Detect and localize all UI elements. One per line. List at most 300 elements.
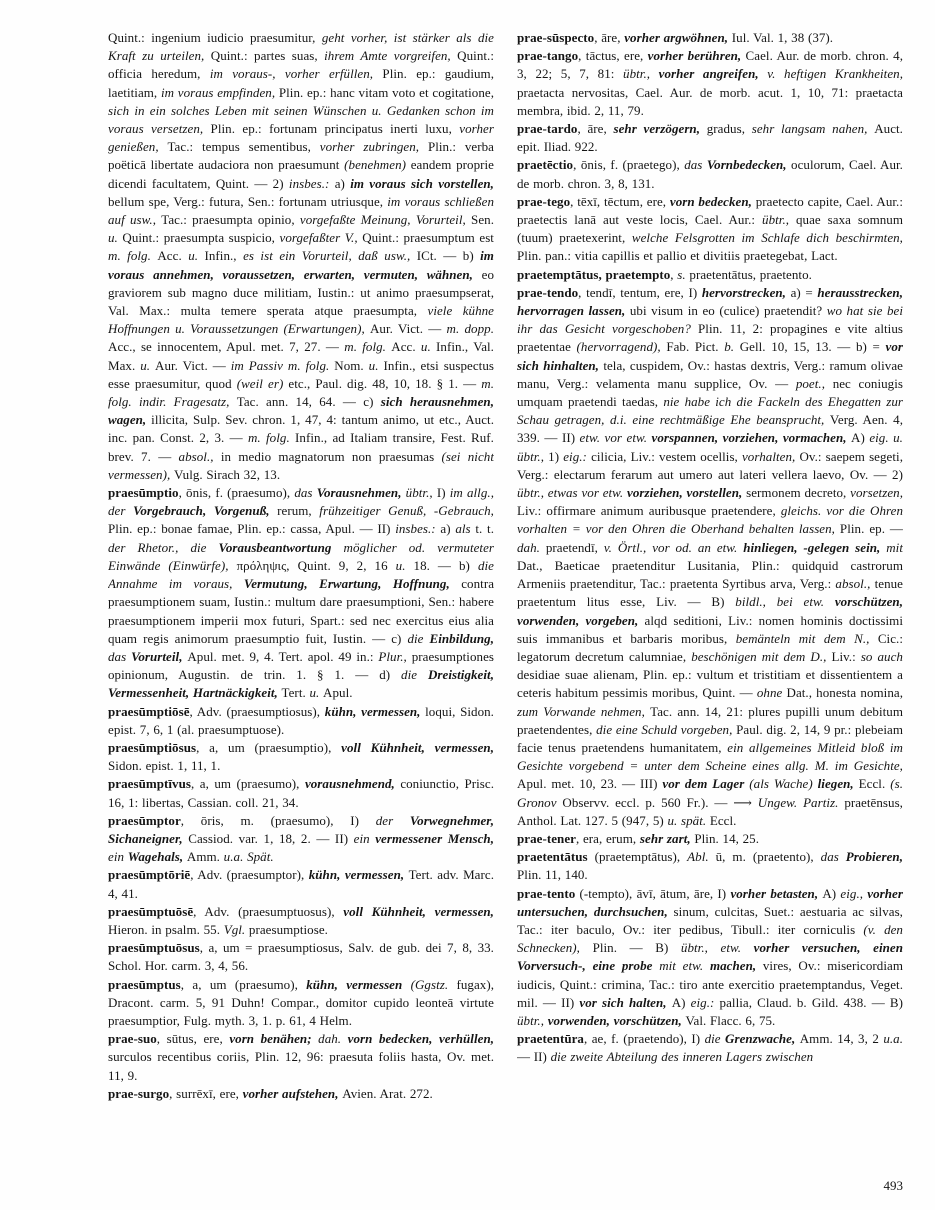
dictionary-entry xyxy=(517,156,903,192)
entry-text: Dreistigkeit, Vermessenheit, Hartnäckigkeit, xyxy=(108,667,494,701)
entry-text: das xyxy=(294,485,317,501)
entry-text: , āre, xyxy=(594,30,625,45)
entry-headword: praesūmptīvus xyxy=(108,776,191,792)
entry-text: eandem proprie dicendi facultatem, Quint. — 2) xyxy=(108,157,494,191)
entry-text: übtr., xyxy=(623,66,659,82)
entry-text: Grenzwache, xyxy=(725,1031,800,1047)
entry-text: (als Wache) xyxy=(749,776,818,792)
entry-text: contra praesumptionem suam, Iustin.: multum dare praesumptioni, Sen.: habere praesumptionem imperii mox futuri, Spart.: sed nec exercitus eius alia quam regis animorum praesumptio fuit, Iustin. — c) xyxy=(108,576,494,646)
entry-text: v. Örtl., vor od. an etw. xyxy=(603,539,744,555)
entry-headword: prae-surgo xyxy=(108,1085,170,1101)
entry-text: quae saxa somnum (tuum) praetexerint, xyxy=(517,212,903,246)
entry-text: pallia, Claud. b. Gild. 438. — B) xyxy=(719,994,903,1010)
entry-text: ubi visum in eo (culice) praetendit? xyxy=(629,303,827,319)
entry-text: Acc., se innocentem, Apul. met. 7, 27. — xyxy=(108,339,345,355)
entry-headword: praesūmptuōsus xyxy=(108,940,200,956)
entry-text: Plin. — B) xyxy=(592,940,681,956)
text-column-right xyxy=(517,29,903,1171)
entry-text: eig.: xyxy=(690,994,720,1010)
dictionary-entry xyxy=(517,848,903,884)
entry-text: Aur. Vict. — xyxy=(369,321,447,337)
entry-text: m. folg. indir. Fragesatz, xyxy=(108,375,494,410)
entry-text: die xyxy=(704,1031,726,1047)
dictionary-entry xyxy=(517,830,903,848)
entry-text: Hieron. in psalm. 55. xyxy=(108,921,224,937)
entry-text: oculorum, Cael. Aur. de morb. chron. 3, 8, 131. xyxy=(517,157,903,191)
entry-text: Paul. dig. 2, 14, 9 pr.: plebeiam facie tenus praetendens humanitatem, xyxy=(517,721,903,755)
entry-text: , surrēxī, ere, xyxy=(169,1085,243,1101)
entry-text: vorher aufstehen, xyxy=(242,1085,343,1101)
entry-text: ein xyxy=(353,830,376,846)
entry-headword: prae-tener xyxy=(517,830,576,846)
entry-text: Apul. xyxy=(323,685,353,701)
entry-text: Plin. ep.: fortunam principatus inerti luxu, xyxy=(210,121,460,137)
entry-text: mit etw. xyxy=(659,958,710,974)
entry-text: a) xyxy=(440,521,456,537)
entry-text: , ōris, m. (praesumo), I) xyxy=(180,812,376,828)
entry-text: vorziehen, vorstellen, xyxy=(627,485,747,501)
entry-text: geht vorher, ist stärker als die Kraft zu urteilen, xyxy=(108,30,494,64)
entry-text: möglicher od. vermuteter Einwände (Einwürfe), xyxy=(108,539,494,573)
entry-headword: praesūmptuōsē xyxy=(108,903,194,919)
entry-text: surculos recentibus coriis, Plin. 12, 96: praesuta foliis hasta, Ov. met. 11, 9. xyxy=(108,1049,494,1083)
entry-text: ICt. — b) xyxy=(416,248,481,264)
entry-text: bemänteln mit dem N., xyxy=(735,630,878,646)
entry-headword: prae-tego xyxy=(517,193,571,209)
entry-text: bellum spe, Verg.: futura, Sen.: fortunam utriusque, xyxy=(108,193,388,209)
dictionary-entry xyxy=(517,29,903,47)
entry-text: gleichs. vor die Ohren vorhalten = vor den Ohren die Oberhand behalten lassen, xyxy=(517,503,903,537)
entry-text: Dat., Baeticae praetenditur Lusitania, Plin.: quidquid castrorum Armeniis praetenditur, Tac.: praetenta Syrtibus arva, Verg.: xyxy=(517,557,903,592)
dictionary-entry xyxy=(108,812,494,867)
entry-text: vor sich halten, xyxy=(579,994,672,1010)
entry-text: die eine Schuld vorgeben, xyxy=(596,721,737,737)
entry-text: (benehmen) xyxy=(344,157,411,173)
entry-text: die Annahme im voraus, xyxy=(108,557,494,592)
entry-text: , sūtus, ere, xyxy=(156,1031,230,1047)
entry-text: Plin.: verba poëticā libertate audaciora non praesumunt xyxy=(108,139,494,173)
entry-text: liegen, xyxy=(817,776,859,792)
entry-text: ihrem Amte vorgreifen, xyxy=(324,48,458,64)
dictionary-entry xyxy=(108,976,494,1031)
entry-text: eig. u. übtr., xyxy=(517,430,903,464)
entry-headword: praesūmptus xyxy=(108,976,181,992)
entry-text: vires, Ov.: misericordiam iudicis, Quint.: crimina, Tac.: tiro ante exercitio praetemptandus, Veget. mil. — II) xyxy=(517,958,903,1010)
entry-text: Cael. Aur. de morb. chron. 4, 3, 22; 5, 7, 81: xyxy=(517,48,903,82)
entry-text: 18. — b) xyxy=(413,557,478,573)
entry-headword: prae-tento xyxy=(517,885,576,901)
entry-headword: praetemptātus, praetempto xyxy=(517,266,671,282)
entry-text: eig., xyxy=(840,885,868,901)
entry-text: , Adv. (praesumptuosus), xyxy=(193,903,344,919)
entry-text: Ov.: saepem segeti, Verg.: electarum ferarum aut umero aut lateri vellera laevo, Ov. — 2) xyxy=(517,448,903,482)
dictionary-entry xyxy=(108,775,494,811)
entry-text: nie habe ich die Fackeln des Ehegatten zur Schau getragen, d.i. eine rechtmäßige Ehe beansprucht, xyxy=(517,394,903,428)
dictionary-entry xyxy=(108,903,494,939)
entry-text: im voraus empfinden, xyxy=(160,84,279,100)
entry-text: , ōnis, f. (praesumo), xyxy=(178,485,295,501)
entry-text: vorher versuchen, einen Vorversuch-, eine probe xyxy=(517,940,903,974)
entry-text: , āre, xyxy=(577,121,614,137)
entry-text: das xyxy=(684,157,707,173)
entry-text: praesumptiones opinionum, Augustin. de trin. 1. § 1. — d) xyxy=(108,648,494,683)
entry-text: praetēnsus, Anthol. Lat. 127. 5 (947, 5) xyxy=(517,794,903,828)
entry-text: Apul. met. 10, 23. — III) xyxy=(517,776,663,792)
entry-text: u.a. xyxy=(883,1031,903,1047)
entry-text: , xyxy=(670,266,678,282)
entry-headword: praesūmptor xyxy=(108,812,181,828)
entry-text: u. xyxy=(395,557,414,573)
entry-text: vorn bedecken, xyxy=(669,193,756,209)
entry-text: die xyxy=(407,630,430,646)
entry-text: t. t. xyxy=(475,521,494,537)
entry-text: sehr verzögern, xyxy=(613,121,707,137)
entry-text: wo hat sie bei ihr das Gesicht vorgeschoben? xyxy=(517,303,903,337)
entry-text: vorher berühren, xyxy=(647,48,746,64)
dictionary-entry xyxy=(517,266,903,284)
entry-text: u.a. Spät. xyxy=(223,849,274,865)
entry-text: Dat., honesta nomina, xyxy=(786,685,903,701)
entry-text: die zweite Abteilung des inneren Lagers zwischen xyxy=(550,1049,814,1065)
entry-text: (Ggstz. xyxy=(410,976,457,992)
entry-text: sinum, culcitas, Suet.: aestuaria ac silvas, Tac.: iter baculo, Ov.: iter pedibus, Tibull.: iter corniculis xyxy=(517,903,903,937)
entry-text: eo graviorem sub magno duce militiam, Iustin.: ut animo praesumpserat, Val. Max.: multa temere sperata atque praesumpta, xyxy=(108,266,494,319)
entry-text: im voraus sich vorstellen, xyxy=(350,175,494,191)
entry-text: Vorwegnehmer, Sichaneigner, xyxy=(108,812,494,846)
entry-text: dah. xyxy=(318,1031,348,1047)
entry-headword: prae-tango xyxy=(517,48,579,64)
entry-text: tenue praetentum litus esse, Liv. — B) xyxy=(517,576,903,610)
entry-text: übtr., etwas vor etw. xyxy=(517,485,628,501)
entry-text: s. xyxy=(677,266,690,282)
entry-text: Vgl. xyxy=(223,921,249,937)
entry-text: , a, um (praesumptio), xyxy=(196,739,342,755)
entry-text: , ae, f. (praetendo), I) xyxy=(583,1031,705,1047)
entry-text: Quint.: praesumpta suspicio, xyxy=(122,230,280,246)
entry-text: Eccl. xyxy=(858,776,891,792)
entry-text: nec coniugis umquam praetendi taedas, xyxy=(517,375,903,410)
entry-headword: prae-tendo xyxy=(517,284,579,300)
dictionary-entry xyxy=(108,1030,494,1085)
entry-text: im Passiv m. folg. xyxy=(230,357,335,373)
entry-text: u. xyxy=(188,248,205,264)
entry-text: Einbildung, xyxy=(429,630,494,646)
entry-text: voll Kühnheit, vermessen, xyxy=(341,739,494,755)
entry-headword: praetēctio xyxy=(517,157,574,173)
entry-text: hinliegen, -gelegen sein, xyxy=(743,539,887,555)
entry-headword: prae-sūspecto xyxy=(517,30,595,45)
entry-text: beschönigen mit dem D., xyxy=(691,648,832,664)
entry-text: vorn bedecken, verhüllen, xyxy=(347,1031,494,1047)
entry-text: machen, xyxy=(709,958,763,974)
entry-text: Nom. xyxy=(334,357,369,373)
entry-text: Plin. 11, 140. xyxy=(517,867,588,883)
entry-text: übtr., etw. xyxy=(680,940,754,956)
entry-text: vorher angreifen, xyxy=(658,66,768,82)
entry-text: A) xyxy=(851,430,870,446)
entry-text: sermonem decreto, xyxy=(746,485,851,501)
entry-headword: praetentūra xyxy=(517,1031,584,1047)
entry-text: der xyxy=(375,812,410,828)
entry-text: vorher untersuchen, durchsuchen, xyxy=(517,885,903,919)
entry-text: etw. vor etw. xyxy=(579,430,652,446)
entry-text: vorsetzen, xyxy=(850,485,903,501)
entry-text: Plin. ep.: bonae famae, Plin. ep.: cassa, Apul. — II) xyxy=(108,521,396,537)
entry-text: m. folg. xyxy=(247,430,296,446)
entry-text: rerum, xyxy=(277,503,320,519)
page-number: 493 xyxy=(883,1178,903,1193)
entry-text: Val. Flacc. 6, 75. xyxy=(685,1012,776,1028)
entry-text: frühzeitiger Genuß, -Gebrauch, xyxy=(319,503,494,519)
entry-text: vorspannen, vorziehen, vormachen, xyxy=(651,430,852,446)
entry-text: Sidon. epist. 1, 11, 1. xyxy=(108,758,221,774)
entry-text: Quint.: partes suas, xyxy=(210,48,325,64)
entry-text: praetacta nervositas, Cael. Aur. de morb. acut. 1, 10, 71: praetacta membra, ibid. 2, 11, 79. xyxy=(517,84,903,118)
entry-text: (sei nicht vermessen), xyxy=(108,448,494,482)
entry-text: Plur., xyxy=(378,648,412,664)
entry-text: vorher argwöhnen, xyxy=(624,30,732,45)
entry-text: u. xyxy=(420,339,437,355)
text-column-left xyxy=(108,29,494,1171)
entry-text: Tac. ann. 14, 64. — c) xyxy=(236,394,381,410)
entry-text: , tēxī, tēctum, ere, xyxy=(570,193,670,209)
entry-text: ein xyxy=(108,849,128,865)
entry-text: voll Kühnheit, vermessen, xyxy=(343,903,494,919)
entry-text: Vorgebrauch, Vorgenuß, xyxy=(133,503,278,519)
entry-text: vor sich hinhalten, xyxy=(517,339,903,373)
entry-text: a) xyxy=(334,175,351,191)
entry-text: Fab. Pict. xyxy=(666,339,725,355)
entry-text: etc., Paul. dig. 48, 10, 18. § 1. — xyxy=(288,375,482,391)
entry-text: Avien. Arat. 272. xyxy=(342,1085,433,1101)
entry-text: vorher zubringen, xyxy=(319,139,428,155)
entry-text: Acc. xyxy=(391,339,421,355)
entry-headword: praesūmptiōsus xyxy=(108,739,197,755)
entry-text: absol., xyxy=(835,576,875,592)
entry-text: Ungew. Partiz. xyxy=(757,794,845,810)
entry-text: u. xyxy=(108,230,123,246)
entry-text: zum Vorwande nehmen, xyxy=(517,703,651,719)
entry-text: cilicia, Liv.: vestem ocellis, xyxy=(591,448,742,464)
entry-text: u. xyxy=(368,357,384,373)
entry-text: hervorstrecken, xyxy=(701,284,791,300)
entry-text: gradus, xyxy=(706,121,752,137)
entry-text: als xyxy=(455,521,476,537)
entry-text: Plin. 11, 2: propagines e vite altius praetentae xyxy=(517,321,903,355)
entry-text: , ōnis, f. (praetego), xyxy=(573,157,685,173)
entry-text: Abl. xyxy=(687,849,716,865)
entry-headword: praetentātus xyxy=(517,849,588,865)
entry-text: vorausnehmend, xyxy=(304,776,401,792)
entry-text: Observv. eccl. p. 560 Fr.). — ⟶ xyxy=(562,794,758,810)
entry-text: Liv.: xyxy=(831,648,861,664)
entry-text: insbes.: xyxy=(288,175,335,191)
entry-text: Iul. Val. 1, 38 (37). xyxy=(731,30,834,45)
entry-text: Tac.: praesumpta opinio, xyxy=(161,212,300,228)
entry-text: Amm. 14, 3, 2 xyxy=(799,1031,884,1047)
entry-text: Infin., Val. Max. xyxy=(108,339,494,373)
entry-text: Aur. Vict. — xyxy=(155,357,231,373)
entry-text: im voraus annehmen, voraussetzen, erwarten, vermuten, wähnen, xyxy=(108,248,494,282)
entry-text: herausstrecken, hervorragen lassen, xyxy=(517,284,903,319)
entry-text: kühn, vermessen, xyxy=(308,867,409,883)
dictionary-entry xyxy=(108,484,494,702)
entry-text: praetecto capite, Cael. Aur.: praetectis lanā aut veste locis, Cael. Aur.: xyxy=(517,193,903,228)
entry-text: es ist ein Vorurteil, daß usw., xyxy=(243,248,417,264)
entry-text: Apul. met. 9, 4. Tert. apol. 49 in.: xyxy=(187,648,379,664)
entry-text: (-tempto), āvī, ātum, āre, I) xyxy=(575,885,731,901)
entry-text: u. xyxy=(309,685,324,701)
entry-text: desidiae suae alienam, Plin. ep.: vultum et tristitiam et dissentientem a ceteris habitum pessimis moribus, Quint. — xyxy=(517,667,903,701)
entry-text: praetendī, xyxy=(545,539,604,555)
dictionary-entry xyxy=(517,193,903,266)
entry-text: eig.: xyxy=(563,448,592,464)
entry-text: Vermutung, Erwartung, Hoffnung, xyxy=(243,576,462,592)
entry-text: übtr., xyxy=(405,485,437,501)
entry-text: viele kühne Hoffnungen u. Voraussetzungen (Erwartungen), xyxy=(108,303,494,337)
entry-text: das xyxy=(820,849,846,865)
entry-text: praetentātus, praetento. xyxy=(689,266,812,282)
entry-text: Quint.: ingenium iudicio praesumitur, xyxy=(108,30,322,45)
entry-text: vorher betasten, xyxy=(730,885,823,901)
entry-text: im voraus schließen auf usw., xyxy=(108,193,494,228)
entry-text: sehr langsam nahen, xyxy=(751,121,875,137)
entry-text: Probieren, xyxy=(845,849,903,865)
entry-text: loqui, Sidon. epist. 7, 6, 1 (al. praesumptuose). xyxy=(108,703,494,737)
entry-text: vorgefaßter V., xyxy=(279,230,363,246)
entry-text: (praetemptātus), xyxy=(587,849,688,865)
entry-text: , a, um (praesumo), xyxy=(191,776,305,792)
entry-text: mit xyxy=(886,539,903,555)
entry-text: Cic.: legatorum decretum calumniae, xyxy=(517,630,903,664)
entry-headword: prae-suo xyxy=(108,1031,157,1047)
entry-text: Verg. Aen. 4, 339. — II) xyxy=(517,412,903,446)
entry-text: , a, um (praesumo), xyxy=(180,976,307,992)
dictionary-entry xyxy=(108,703,494,739)
entry-text: a) = xyxy=(790,284,818,300)
dictionary-entry xyxy=(108,866,494,902)
entry-text: u. xyxy=(140,357,156,373)
entry-text: bildl., bei etw. xyxy=(735,594,835,610)
entry-text: A) xyxy=(671,994,691,1010)
dictionary-entry xyxy=(108,739,494,775)
dictionary-entry xyxy=(517,47,903,120)
entry-text: , a, um = praesumptiosus, Salv. de gub. dei 7, 8, 33. Schol. Hor. carm. 3, 4, 56. xyxy=(108,940,494,974)
entry-text: kühn, vermessen xyxy=(306,976,411,992)
dictionary-entry xyxy=(517,284,903,830)
entry-text: Acc. xyxy=(157,248,189,264)
entry-text: Infin., etsi suspectus esse praesumitur, quod xyxy=(108,357,494,391)
dictionary-entry xyxy=(517,1030,903,1066)
entry-text: (v. den Schnecken), xyxy=(517,921,903,956)
entry-text: im voraus-, vorher erfüllen, xyxy=(209,66,383,82)
entry-text: praesumptiose. xyxy=(248,921,328,937)
entry-text: Quint.: praesumptum est xyxy=(362,230,494,246)
entry-text: A) xyxy=(822,885,841,901)
entry-text: (hervorragend), xyxy=(576,339,667,355)
entry-text: m. folg. xyxy=(108,248,158,264)
entry-text: m. folg. xyxy=(344,339,392,355)
entry-headword: praesūmptōriē xyxy=(108,867,191,883)
entry-text: vorwenden, vorschützen, xyxy=(547,1012,686,1028)
entry-text: die xyxy=(401,667,428,683)
entry-text: Vorausbeantwortung xyxy=(218,539,344,555)
entry-text: Amm. xyxy=(186,849,224,865)
entry-text: Plin. 14, 25. xyxy=(694,830,760,846)
entry-text: Sen. xyxy=(471,212,494,228)
entry-text: , Adv. (praesumptor), xyxy=(190,867,309,883)
entry-text: vorgefaßte Meinung, Vorurteil, xyxy=(299,212,472,228)
entry-text: tela, cuspidem, Ov.: hastas dextris, Verg.: ramum olivae manu, Verg.: velamenta manu supplice, Ov. — xyxy=(517,357,903,391)
entry-text: übtr., xyxy=(762,212,796,228)
entry-text: vor dem Lager xyxy=(662,776,750,792)
entry-headword: praesūmptiōsē xyxy=(108,703,190,719)
entry-text: vorn benähen; xyxy=(229,1031,319,1047)
entry-text: Plin. pan.: vitia capillis et pallio et divitiis praetegebat, Lact. xyxy=(517,248,838,264)
entry-text: sich herausnehmen, wagen, xyxy=(108,394,494,428)
entry-text: Tac.: tempus sementibus, xyxy=(167,139,320,155)
entry-text: Plin. ep. — xyxy=(839,521,903,537)
entry-text: ein allgemeines Mitleid bloß im Gesichte vorgebend = unter dem Scheine eines allg. M. im Gesichte, xyxy=(517,739,903,774)
entry-text: Vornbedecken, xyxy=(706,157,792,173)
entry-text: (weil er) xyxy=(236,375,289,391)
entry-text: welche Felsgrotten im Schlafe dich beschirmten, xyxy=(631,230,903,246)
entry-text: Tert. xyxy=(281,685,310,701)
entry-headword: prae-tardo xyxy=(517,121,578,137)
entry-text: poet., xyxy=(795,375,833,391)
entry-text: Infin., ad Italiam transire, Fest. Ruf. brev. 7. — xyxy=(108,430,494,464)
entry-text: der Rhetor., die xyxy=(108,539,219,555)
entry-text: Tert. adv. Marc. 4, 41. xyxy=(108,867,494,901)
entry-text: insbes.: xyxy=(395,521,441,537)
entry-text: Cassiod. var. 1, 18, 2. — II) xyxy=(188,830,354,846)
entry-text: Infin., xyxy=(204,248,244,264)
entry-text: ū, m. (praetento), xyxy=(715,849,821,865)
entry-text: alqd seditioni, Liv.: nomen hominis doctissimi suis immanibus et barbaris moribus, xyxy=(517,612,903,646)
entry-text: coniunctio, Prisc. 16, 1: libertas, Cassian. coll. 21, 34. xyxy=(108,776,494,810)
entry-text: u. spät. xyxy=(667,812,710,828)
entry-text: absol., xyxy=(178,448,221,464)
entry-text: v. heftigen Krankheiten, xyxy=(767,66,903,82)
entry-text: Plin. ep.: gaudium, laetitiam, xyxy=(108,66,494,100)
entry-text: Eccl. xyxy=(709,812,737,828)
entry-text: 1) xyxy=(548,448,564,464)
entry-text: dah. xyxy=(517,539,546,555)
entry-text: (s. Gronov xyxy=(517,776,903,810)
entry-text: Vorausnehmen, xyxy=(316,485,406,501)
entry-text: , tāctus, ere, xyxy=(578,48,648,64)
entry-text: sehr zart, xyxy=(639,830,695,846)
entry-text: , Adv. (praesumptiosus), xyxy=(189,703,325,719)
entry-text: sich in ein solches Leben mit seinen Wünschen u. Gedanken schon im voraus versetzen, xyxy=(108,102,494,137)
entry-text: m. dopp. xyxy=(446,321,494,337)
entry-headword: praesūmptio xyxy=(108,485,179,501)
entry-text: , tendī, tentum, ere, I) xyxy=(578,284,702,300)
entry-text: Wagehals, xyxy=(127,849,187,865)
entry-text: Gell. 10, 15, 13. — b) = xyxy=(739,339,886,355)
entry-text: vermessener Mensch, xyxy=(375,830,494,846)
entry-text: Plin. ep.: hanc vitam voto et cogitatione, xyxy=(278,84,494,100)
entry-text: Auct. epit. Iliad. 922. xyxy=(517,121,903,155)
entry-text: b. xyxy=(724,339,740,355)
dictionary-entry xyxy=(108,939,494,975)
entry-text: Vorurteil, xyxy=(131,648,188,664)
entry-text: vorher genießen, xyxy=(108,121,494,155)
entry-text: das xyxy=(108,648,132,664)
dictionary-entry xyxy=(108,29,494,484)
entry-text: vorhalten, xyxy=(741,448,800,464)
entry-text: übtr., xyxy=(517,1012,548,1028)
